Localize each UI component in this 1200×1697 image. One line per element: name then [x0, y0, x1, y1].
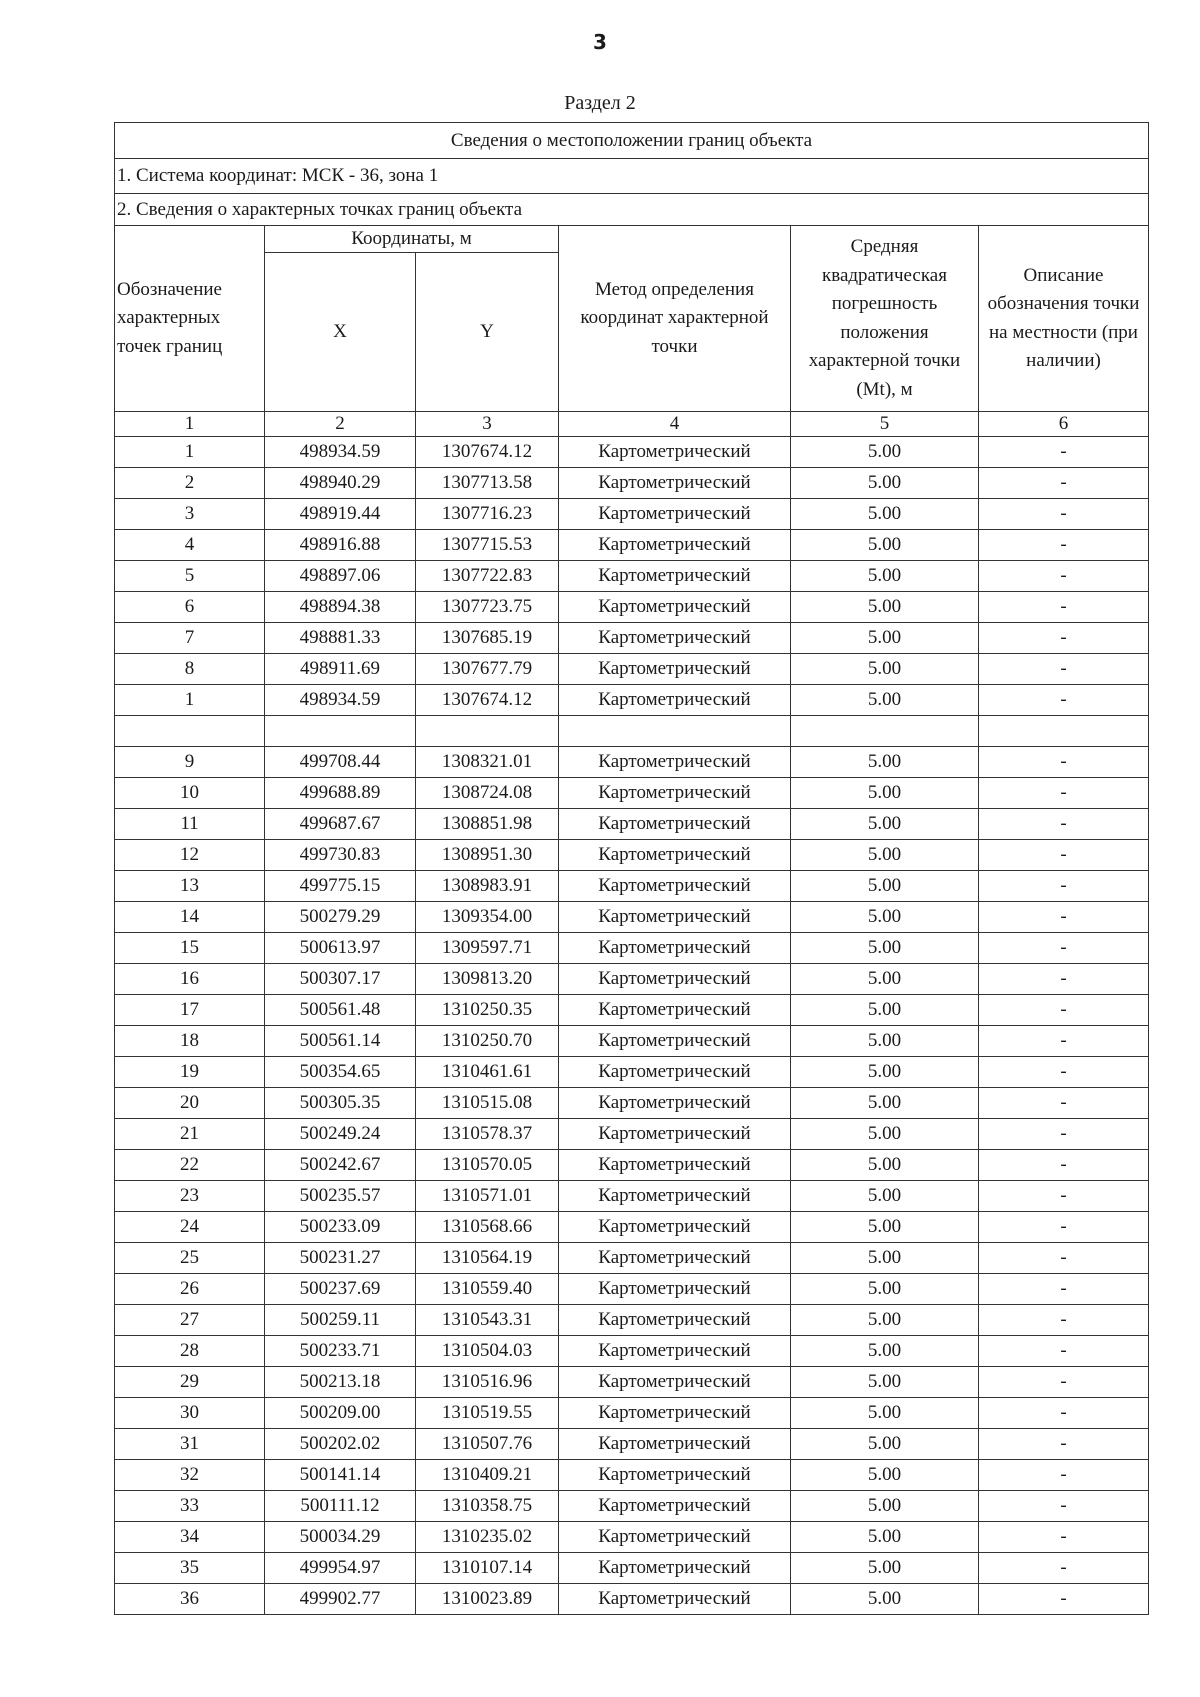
point-id-cell: 33	[115, 1491, 265, 1522]
table-row	[115, 437, 1149, 468]
point-id-cell: 26	[115, 1274, 265, 1305]
table-row	[115, 902, 1149, 933]
method-cell: Картометрический	[559, 468, 791, 499]
method-cell: Картометрический	[559, 1181, 791, 1212]
method-cell: Картометрический	[559, 809, 791, 840]
y-coordinate-cell: 1310564.19	[416, 1243, 559, 1274]
method-cell: Картометрический	[559, 1336, 791, 1367]
x-coordinate-cell: 500231.27	[265, 1243, 416, 1274]
y-coordinate-cell: 1310461.61	[416, 1057, 559, 1088]
description-cell: -	[979, 530, 1149, 561]
y-coordinate-cell: 1310519.55	[416, 1398, 559, 1429]
error-cell: 5.00	[791, 592, 979, 623]
point-id-cell: 17	[115, 995, 265, 1026]
description-cell: -	[979, 1181, 1149, 1212]
x-coordinate-cell: 498916.88	[265, 530, 416, 561]
x-coordinate-cell: 500242.67	[265, 1150, 416, 1181]
point-id-cell: 24	[115, 1212, 265, 1243]
error-cell: 5.00	[791, 1057, 979, 1088]
description-cell: -	[979, 902, 1149, 933]
y-coordinate-cell: 1309354.00	[416, 902, 559, 933]
error-cell: 5.00	[791, 1429, 979, 1460]
header-designation: Обозначение характерных точек границ	[115, 226, 265, 412]
method-cell: Картометрический	[559, 1553, 791, 1584]
method-cell: Картометрический	[559, 840, 791, 871]
error-cell: 5.00	[791, 778, 979, 809]
method-cell: Картометрический	[559, 1460, 791, 1491]
x-coordinate-cell: 498934.59	[265, 685, 416, 716]
description-cell: -	[979, 1274, 1149, 1305]
table-row	[115, 1553, 1149, 1584]
table-row	[115, 685, 1149, 716]
y-coordinate-cell: 1310504.03	[416, 1336, 559, 1367]
y-coordinate-cell: 1307674.12	[416, 437, 559, 468]
x-coordinate-cell: 500233.71	[265, 1336, 416, 1367]
point-id-cell: 34	[115, 1522, 265, 1553]
error-cell: 5.00	[791, 1243, 979, 1274]
y-coordinate-cell: 1310568.66	[416, 1212, 559, 1243]
table-row	[115, 1336, 1149, 1367]
description-cell: -	[979, 778, 1149, 809]
error-cell: 5.00	[791, 499, 979, 530]
header-y: Y	[416, 253, 559, 412]
y-coordinate-cell: 1307674.12	[416, 685, 559, 716]
table-row	[115, 530, 1149, 561]
method-cell: Картометрический	[559, 530, 791, 561]
x-coordinate-cell: 500561.14	[265, 1026, 416, 1057]
point-id-cell: 5	[115, 561, 265, 592]
point-id-cell: 3	[115, 499, 265, 530]
header-x: X	[265, 253, 416, 412]
method-cell: Картометрический	[559, 1429, 791, 1460]
x-coordinate-cell: 498940.29	[265, 468, 416, 499]
x-coordinate-cell: 500235.57	[265, 1181, 416, 1212]
description-cell: -	[979, 1553, 1149, 1584]
x-coordinate-cell: 500209.00	[265, 1398, 416, 1429]
table-row	[115, 1522, 1149, 1553]
table-row	[115, 1274, 1149, 1305]
y-coordinate-cell: 1308321.01	[416, 747, 559, 778]
table-row	[115, 1305, 1149, 1336]
method-cell: Картометрический	[559, 933, 791, 964]
error-cell: 5.00	[791, 747, 979, 778]
error-cell: 5.00	[791, 654, 979, 685]
error-cell: 5.00	[791, 933, 979, 964]
point-id-cell	[115, 716, 265, 747]
table-row	[115, 1057, 1149, 1088]
description-cell	[979, 716, 1149, 747]
y-coordinate-cell: 1308951.30	[416, 840, 559, 871]
description-cell: -	[979, 1119, 1149, 1150]
x-coordinate-cell: 500279.29	[265, 902, 416, 933]
y-coordinate-cell: 1310516.96	[416, 1367, 559, 1398]
point-id-cell: 12	[115, 840, 265, 871]
method-cell: Картометрический	[559, 561, 791, 592]
method-cell: Картометрический	[559, 1057, 791, 1088]
description-cell: -	[979, 1584, 1149, 1615]
error-cell	[791, 716, 979, 747]
point-id-cell: 1	[115, 685, 265, 716]
method-cell: Картометрический	[559, 778, 791, 809]
error-cell: 5.00	[791, 1305, 979, 1336]
boundary-points-table	[114, 122, 1149, 1615]
x-coordinate-cell: 499902.77	[265, 1584, 416, 1615]
x-coordinate-cell: 500213.18	[265, 1367, 416, 1398]
description-cell: -	[979, 1460, 1149, 1491]
error-cell: 5.00	[791, 964, 979, 995]
description-cell: -	[979, 1057, 1149, 1088]
point-id-cell: 14	[115, 902, 265, 933]
y-coordinate-cell	[416, 716, 559, 747]
point-id-cell: 31	[115, 1429, 265, 1460]
header-error: Средняя квадратическая погрешность положения характерной точки (Mt), м	[791, 226, 979, 412]
column-number: 1	[115, 412, 265, 437]
method-cell: Картометрический	[559, 1150, 791, 1181]
error-cell: 5.00	[791, 1119, 979, 1150]
y-coordinate-cell: 1310507.76	[416, 1429, 559, 1460]
method-cell: Картометрический	[559, 1026, 791, 1057]
table-row	[115, 778, 1149, 809]
point-id-cell: 11	[115, 809, 265, 840]
method-cell: Картометрический	[559, 1088, 791, 1119]
description-cell: -	[979, 747, 1149, 778]
x-coordinate-cell: 498934.59	[265, 437, 416, 468]
method-cell: Картометрический	[559, 1119, 791, 1150]
error-cell: 5.00	[791, 995, 979, 1026]
description-cell: -	[979, 809, 1149, 840]
x-coordinate-cell: 500141.14	[265, 1460, 416, 1491]
table-row	[115, 871, 1149, 902]
y-coordinate-cell: 1310358.75	[416, 1491, 559, 1522]
table-title: Сведения о местоположении границ объекта	[115, 123, 1149, 159]
description-cell: -	[979, 468, 1149, 499]
description-cell: -	[979, 1367, 1149, 1398]
method-cell: Картометрический	[559, 1212, 791, 1243]
column-number: 4	[559, 412, 791, 437]
error-cell: 5.00	[791, 1460, 979, 1491]
point-id-cell: 32	[115, 1460, 265, 1491]
error-cell: 5.00	[791, 1212, 979, 1243]
method-cell: Картометрический	[559, 1243, 791, 1274]
description-cell: -	[979, 995, 1149, 1026]
table-row	[115, 1398, 1149, 1429]
error-cell: 5.00	[791, 561, 979, 592]
method-cell: Картометрический	[559, 437, 791, 468]
point-id-cell: 2	[115, 468, 265, 499]
description-cell: -	[979, 1522, 1149, 1553]
y-coordinate-cell: 1310023.89	[416, 1584, 559, 1615]
description-cell: -	[979, 592, 1149, 623]
x-coordinate-cell: 500034.29	[265, 1522, 416, 1553]
x-coordinate-cell: 500613.97	[265, 933, 416, 964]
table-row	[115, 840, 1149, 871]
error-cell: 5.00	[791, 1181, 979, 1212]
error-cell: 5.00	[791, 1584, 979, 1615]
point-id-cell: 1	[115, 437, 265, 468]
error-cell: 5.00	[791, 1150, 979, 1181]
description-cell: -	[979, 499, 1149, 530]
section-title: Раздел 2	[564, 92, 636, 114]
table-row	[115, 592, 1149, 623]
x-coordinate-cell: 499687.67	[265, 809, 416, 840]
point-id-cell: 18	[115, 1026, 265, 1057]
table-row	[115, 499, 1149, 530]
method-cell	[559, 716, 791, 747]
table-row	[115, 747, 1149, 778]
table-row	[115, 1460, 1149, 1491]
description-cell: -	[979, 1398, 1149, 1429]
x-coordinate-cell: 498894.38	[265, 592, 416, 623]
point-id-cell: 25	[115, 1243, 265, 1274]
x-coordinate-cell: 500354.65	[265, 1057, 416, 1088]
x-coordinate-cell: 499775.15	[265, 871, 416, 902]
error-cell: 5.00	[791, 623, 979, 654]
points-section-title: 2. Сведения о характерных точках границ объекта	[115, 194, 1149, 226]
point-id-cell: 22	[115, 1150, 265, 1181]
x-coordinate-cell: 499688.89	[265, 778, 416, 809]
y-coordinate-cell: 1308983.91	[416, 871, 559, 902]
error-cell: 5.00	[791, 1522, 979, 1553]
table-row	[115, 995, 1149, 1026]
table-row	[115, 1491, 1149, 1522]
y-coordinate-cell: 1310107.14	[416, 1553, 559, 1584]
header-description: Описание обозначения точки на местности (при наличии)	[979, 226, 1149, 412]
x-coordinate-cell: 498911.69	[265, 654, 416, 685]
column-number: 2	[265, 412, 416, 437]
method-cell: Картометрический	[559, 964, 791, 995]
table-row	[115, 809, 1149, 840]
error-cell: 5.00	[791, 468, 979, 499]
method-cell: Картометрический	[559, 685, 791, 716]
point-id-cell: 30	[115, 1398, 265, 1429]
point-id-cell: 13	[115, 871, 265, 902]
description-cell: -	[979, 933, 1149, 964]
method-cell: Картометрический	[559, 1398, 791, 1429]
x-coordinate-cell: 500202.02	[265, 1429, 416, 1460]
y-coordinate-cell: 1310409.21	[416, 1460, 559, 1491]
table-row	[115, 654, 1149, 685]
description-cell: -	[979, 437, 1149, 468]
table-row	[115, 1367, 1149, 1398]
y-coordinate-cell: 1309597.71	[416, 933, 559, 964]
point-id-cell: 7	[115, 623, 265, 654]
y-coordinate-cell: 1307715.53	[416, 530, 559, 561]
error-cell: 5.00	[791, 1553, 979, 1584]
x-coordinate-cell: 500249.24	[265, 1119, 416, 1150]
table-row	[115, 1119, 1149, 1150]
y-coordinate-cell: 1310515.08	[416, 1088, 559, 1119]
description-cell: -	[979, 1026, 1149, 1057]
y-coordinate-cell: 1310250.35	[416, 995, 559, 1026]
error-cell: 5.00	[791, 685, 979, 716]
method-cell: Картометрический	[559, 1491, 791, 1522]
x-coordinate-cell: 498881.33	[265, 623, 416, 654]
table-row	[115, 964, 1149, 995]
table-row	[115, 468, 1149, 499]
point-id-cell: 10	[115, 778, 265, 809]
table-row	[115, 1150, 1149, 1181]
y-coordinate-cell: 1307723.75	[416, 592, 559, 623]
method-cell: Картометрический	[559, 623, 791, 654]
x-coordinate-cell: 499708.44	[265, 747, 416, 778]
error-cell: 5.00	[791, 871, 979, 902]
table-row	[115, 561, 1149, 592]
method-cell: Картометрический	[559, 995, 791, 1026]
table-row	[115, 1243, 1149, 1274]
table-row	[115, 1088, 1149, 1119]
y-coordinate-cell: 1310570.05	[416, 1150, 559, 1181]
y-coordinate-cell: 1309813.20	[416, 964, 559, 995]
table-row	[115, 623, 1149, 654]
method-cell: Картометрический	[559, 592, 791, 623]
error-cell: 5.00	[791, 530, 979, 561]
x-coordinate-cell: 500233.09	[265, 1212, 416, 1243]
coordinate-system: 1. Система координат: МСК - 36, зона 1	[115, 159, 1149, 194]
error-cell: 5.00	[791, 1367, 979, 1398]
description-cell: -	[979, 561, 1149, 592]
x-coordinate-cell: 500561.48	[265, 995, 416, 1026]
point-id-cell: 19	[115, 1057, 265, 1088]
description-cell: -	[979, 1305, 1149, 1336]
method-cell: Картометрический	[559, 499, 791, 530]
column-number: 6	[979, 412, 1149, 437]
x-coordinate-cell: 499730.83	[265, 840, 416, 871]
error-cell: 5.00	[791, 902, 979, 933]
y-coordinate-cell: 1310571.01	[416, 1181, 559, 1212]
point-id-cell: 8	[115, 654, 265, 685]
y-coordinate-cell: 1307722.83	[416, 561, 559, 592]
error-cell: 5.00	[791, 840, 979, 871]
x-coordinate-cell: 500307.17	[265, 964, 416, 995]
description-cell: -	[979, 1336, 1149, 1367]
point-id-cell: 23	[115, 1181, 265, 1212]
y-coordinate-cell: 1310543.31	[416, 1305, 559, 1336]
x-coordinate-cell	[265, 716, 416, 747]
description-cell: -	[979, 1491, 1149, 1522]
description-cell: -	[979, 871, 1149, 902]
page-number: 3	[593, 30, 607, 54]
column-number: 3	[416, 412, 559, 437]
y-coordinate-cell: 1310235.02	[416, 1522, 559, 1553]
method-cell: Картометрический	[559, 1522, 791, 1553]
description-cell: -	[979, 840, 1149, 871]
table-row	[115, 716, 1149, 747]
y-coordinate-cell: 1307677.79	[416, 654, 559, 685]
point-id-cell: 9	[115, 747, 265, 778]
description-cell: -	[979, 1088, 1149, 1119]
point-id-cell: 29	[115, 1367, 265, 1398]
table-row	[115, 1026, 1149, 1057]
point-id-cell: 35	[115, 1553, 265, 1584]
y-coordinate-cell: 1308851.98	[416, 809, 559, 840]
point-id-cell: 6	[115, 592, 265, 623]
description-cell: -	[979, 1150, 1149, 1181]
point-id-cell: 21	[115, 1119, 265, 1150]
column-numbers-row	[115, 412, 1149, 437]
point-id-cell: 27	[115, 1305, 265, 1336]
point-id-cell: 16	[115, 964, 265, 995]
description-cell: -	[979, 685, 1149, 716]
y-coordinate-cell: 1310559.40	[416, 1274, 559, 1305]
point-id-cell: 28	[115, 1336, 265, 1367]
header-method: Метод определения координат характерной точки	[559, 226, 791, 412]
method-cell: Картометрический	[559, 902, 791, 933]
description-cell: -	[979, 1212, 1149, 1243]
x-coordinate-cell: 499954.97	[265, 1553, 416, 1584]
x-coordinate-cell: 500305.35	[265, 1088, 416, 1119]
point-id-cell: 36	[115, 1584, 265, 1615]
x-coordinate-cell: 500259.11	[265, 1305, 416, 1336]
table-row	[115, 1429, 1149, 1460]
x-coordinate-cell: 498919.44	[265, 499, 416, 530]
table-row	[115, 1181, 1149, 1212]
y-coordinate-cell: 1307716.23	[416, 499, 559, 530]
description-cell: -	[979, 964, 1149, 995]
column-number: 5	[791, 412, 979, 437]
table-row	[115, 933, 1149, 964]
method-cell: Картометрический	[559, 1367, 791, 1398]
method-cell: Картометрический	[559, 871, 791, 902]
table-row	[115, 1584, 1149, 1615]
method-cell: Картометрический	[559, 747, 791, 778]
description-cell: -	[979, 1429, 1149, 1460]
description-cell: -	[979, 623, 1149, 654]
y-coordinate-cell: 1307713.58	[416, 468, 559, 499]
error-cell: 5.00	[791, 1398, 979, 1429]
error-cell: 5.00	[791, 809, 979, 840]
description-cell: -	[979, 1243, 1149, 1274]
error-cell: 5.00	[791, 1274, 979, 1305]
x-coordinate-cell: 498897.06	[265, 561, 416, 592]
error-cell: 5.00	[791, 1491, 979, 1522]
error-cell: 5.00	[791, 1336, 979, 1367]
point-id-cell: 4	[115, 530, 265, 561]
error-cell: 5.00	[791, 437, 979, 468]
error-cell: 5.00	[791, 1026, 979, 1057]
method-cell: Картометрический	[559, 1305, 791, 1336]
description-cell: -	[979, 654, 1149, 685]
y-coordinate-cell: 1310250.70	[416, 1026, 559, 1057]
point-id-cell: 20	[115, 1088, 265, 1119]
method-cell: Картометрический	[559, 654, 791, 685]
table-row	[115, 1212, 1149, 1243]
y-coordinate-cell: 1310578.37	[416, 1119, 559, 1150]
x-coordinate-cell: 500237.69	[265, 1274, 416, 1305]
method-cell: Картометрический	[559, 1584, 791, 1615]
y-coordinate-cell: 1307685.19	[416, 623, 559, 654]
x-coordinate-cell: 500111.12	[265, 1491, 416, 1522]
header-coordinates: Координаты, м	[265, 226, 559, 253]
point-id-cell: 15	[115, 933, 265, 964]
error-cell: 5.00	[791, 1088, 979, 1119]
method-cell: Картометрический	[559, 1274, 791, 1305]
y-coordinate-cell: 1308724.08	[416, 778, 559, 809]
